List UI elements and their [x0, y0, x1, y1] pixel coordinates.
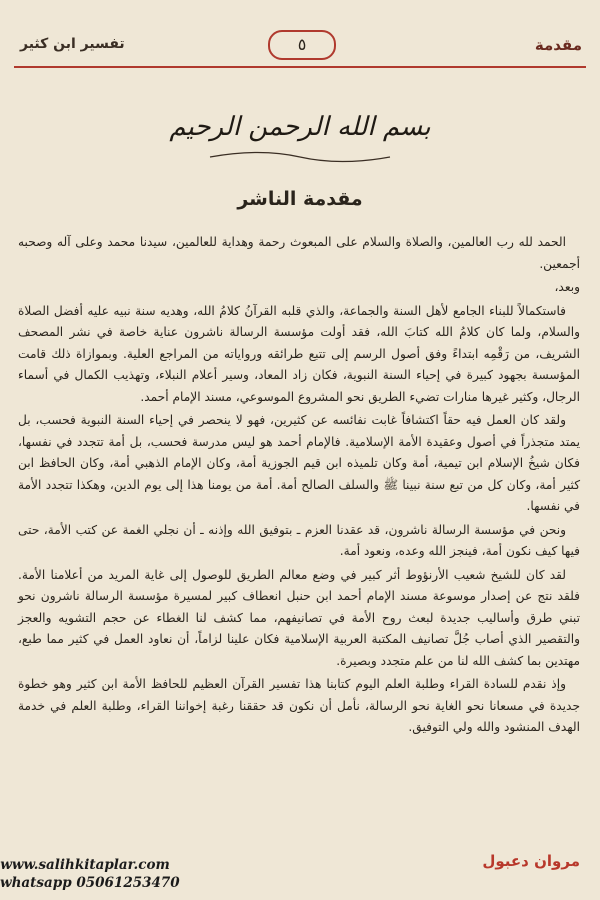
seller-watermark	[0, 856, 180, 892]
section-title: مقدمة الناشر	[237, 188, 363, 210]
page-number: ٥	[268, 30, 336, 60]
basmala: بسم الله الرحمن الرحيم	[169, 112, 431, 142]
paragraph-opening: الحمد لله رب العالمين، والصلاة والسلام على المبعوث رحمة وهداية للعالمين، سيدنا محمد وعلى آله وصحبه أجمعين.	[18, 235, 580, 271]
header-divider	[14, 66, 586, 68]
paragraph-ibn-kathir: وإذ نقدم للسادة القراء وطلبة العلم اليوم كتابنا هذا تفسير القرآن العظيم للحافظ الأمة ابن كثير وهو خطوة جديدة في مسعانا نحو الغاية نحو الرسالة، نأمل أن نكون قد حققنا رغبة إخواننا القراء، وطلبة العلم في خدمة الهدف المنشود والله ولي التوفيق.	[18, 677, 580, 734]
paragraph-quran-sunnah: فاستكمالاً للبناء الجامع لأهل السنة والجماعة، والذي قلبه القرآنُ كلامُ الله، وهديه سنة نبيه عليه أفضل الصلاة والسلام، ولما كان كلامُ الله كتابَ الله، فقد أولت مؤسسة الرسالة ناشرون عناية خاصة في نشر المصحف الشريف، من رَقْمِه ابتداءً وفق أصول الرسم إلى تتبع طرائقه ورواياته من المراجع العلية. وبموازاة ذلك قامت المؤسسة بجهود كبيرة في إحياء السنة النبوية، فكان زاد المعاد، وسير أعلام النبلاء، وتهذيب الكمال في أسماء الرجال، وكثير غيرها منارات تضيء الطريق نحو المشروع الموسوعي، مسند الإمام أحمد.	[18, 303, 580, 404]
header-book-title: تفسير ابن كثير	[20, 36, 125, 52]
paragraph-imam-ahmad: ولقد كان العمل فيه حقاً اكتشافاً غابت نفائسه عن كثيرين، فهو لا ينحصر في إحياء السنة النبوية فحسب، بل يمتد متجذراً في أصول وعقيدة الأمة الإسلامية. فالإمام أحمد هو ليس مدرسة فحسب، بل أمة تتجدد في نفسها، فكان شيخُ الإسلام ابن تيمية، أمة وكان تلميذه ابن قيم الجوزية أمة، وكان الإمام الذهبي أمة، وكان الحافظ ابن كثير أمة، وكان كل من تبع سنة نبينا ﷺ والسلف الصالح أمة. أمة من يومنا هذا إلى يوم الدين، وهكذا تتجدد الأمة في نفسها.	[18, 413, 580, 513]
paragraph-resolve: ونحن في مؤسسة الرسالة ناشرون، قد عقدنا العزم ـ بتوفيق الله وإذنه ـ أن نجلي الغمة عن كتب الأمة، حتى فيها كيف نكون أمة، فينجز الله وعده، ونعود أمة.	[18, 522, 580, 558]
paragraph-wabad: وبعد،	[554, 280, 580, 294]
watermark-website: www.salihkitaplar.com	[0, 857, 170, 873]
publisher-preface-body	[18, 232, 580, 822]
basmala-flourish-ornament	[200, 150, 400, 164]
paragraph-arnaut: لقد كان للشيخ شعيب الأرنؤوط أثر كبير في وضع معالم الطريق للوصول إلى غاية المريد من أعلامنا الأمة. فلقد نتج عن إصدار موسوعة مسند الإمام أحمد ابن حنبل انعطاف كبير لمسيرة مؤسسة الرسالة ناشرون نحو تبني طرق وأساليب جديدة لبعث روح الأمة في تصانيفهم، مما كشف لنا الغطاء عن حجم التشويه والعجز والتقصير الذي أصاب جُلَّ تصانيف المكتبة العربية الإسلامية فكان علينا لزاماً، أن نعاود العمل في كثير مما طبع، مهتدين بما كشف الله لنا من علم متجدد وبصيرة.	[18, 567, 580, 668]
header-section-title: مقدمة	[534, 36, 582, 54]
publisher-signature: مروان دعبول	[482, 852, 580, 870]
watermark-whatsapp: whatsapp 05061253470	[0, 875, 180, 891]
running-header	[0, 28, 600, 68]
